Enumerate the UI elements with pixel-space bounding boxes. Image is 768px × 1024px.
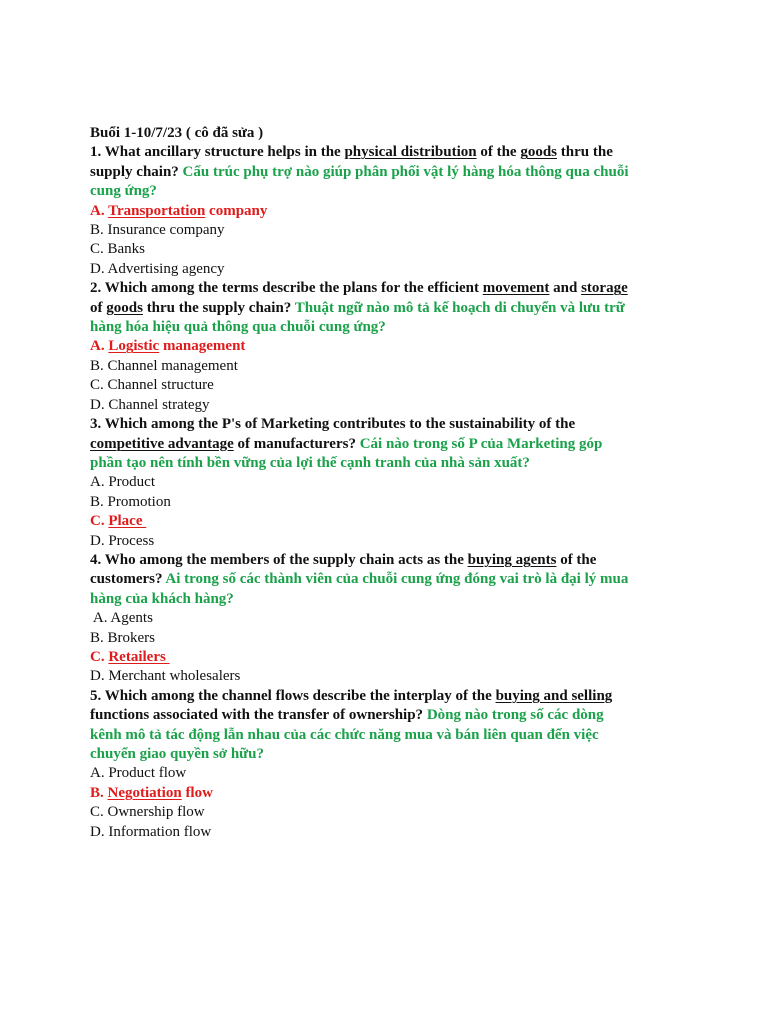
question-3-line-1: 3. Which among the P's of Marketing contributes to the sustainability of the: [90, 416, 576, 433]
vietnamese-translation: Thuật ngữ nào mô tả kế hoạch di chuyển và lưu trữ: [294, 299, 625, 316]
answer-option: B. Brokers: [90, 629, 155, 646]
underlined-term: goods: [520, 144, 558, 161]
underlined-term: competitive advantage: [90, 435, 234, 452]
answer-option: D. Process: [90, 532, 155, 549]
question-4-line-2: customers? Ai trong số các thành viên của chuỗi cung ứng đóng vai trò là đại lý mua: [90, 571, 629, 588]
answer-option: C. Ownership flow: [90, 804, 205, 821]
question-2-line-2: of goods thru the supply chain? Thuật ngữ nào mô tả kế hoạch di chuyển và lưu trữ: [90, 299, 625, 316]
vietnamese-translation: Dòng nào trong số các dòng: [426, 707, 604, 724]
vietnamese-translation: Cái nào trong số P của Marketing góp: [359, 435, 603, 452]
answer-option: C. Channel structure: [90, 377, 214, 394]
answer-option: D. Channel strategy: [90, 396, 210, 413]
question-1-line-1: 1. What ancillary structure helps in the physical distribution of the goods thru the: [90, 144, 613, 161]
underlined-term: goods: [106, 299, 143, 316]
vietnamese-translation: hàng hóa hiệu quả thông qua chuỗi cung ứng?: [90, 319, 386, 336]
question-5: [90, 687, 690, 842]
vietnamese-translation: Cấu trúc phụ trợ nào giúp phân phối vật lý hàng hóa thông qua chuỗi: [182, 163, 629, 180]
question-4: [90, 551, 690, 687]
underlined-term: physical distribution: [344, 144, 477, 161]
answer-option: D. Information flow: [90, 823, 212, 840]
question-2-line-1: 2. Which among the terms describe the plans for the efficient movement and storage: [90, 280, 628, 297]
underlined-term: buying and selling: [495, 687, 613, 704]
vietnamese-translation: Ai trong số các thành viên của chuỗi cung ứng đóng vai trò là đại lý mua: [165, 571, 629, 588]
underlined-term: movement: [482, 280, 550, 297]
correct-answer: B. Negotiation flow: [90, 784, 213, 801]
question-1: [90, 143, 690, 279]
question-3-line-2: competitive advantage of manufacturers? Cái nào trong số P của Marketing góp: [90, 435, 603, 452]
answer-option: A. Product flow: [90, 765, 187, 782]
question-1-line-2: supply chain? Cấu trúc phụ trợ nào giúp phân phối vật lý hàng hóa thông qua chuỗi: [90, 163, 629, 180]
question-2: [90, 279, 690, 415]
answer-option: A. Product: [90, 474, 155, 491]
answer-option: B. Channel management: [90, 357, 238, 374]
document-header: Buổi 1-10/7/23 ( cô đã sửa ): [90, 125, 264, 141]
answer-option: A. Agents: [90, 610, 153, 627]
underlined-term: storage: [581, 280, 628, 297]
vietnamese-translation: chuyển giao quyền sở hữu?: [90, 746, 265, 762]
correct-answer: A. Logistic management: [90, 338, 246, 355]
vietnamese-translation: hàng của khách hàng?: [90, 590, 234, 607]
answer-option: B. Promotion: [90, 493, 171, 510]
answer-option: D. Advertising agency: [90, 260, 225, 277]
underlined-term: buying agents: [467, 551, 557, 568]
correct-answer: C. Place: [90, 513, 147, 530]
vietnamese-translation: phần tạo nên tính bền vững của lợi thế cạnh tranh của nhà sản xuất?: [90, 454, 530, 471]
question-4-line-1: 4. Who among the members of the supply chain acts as the buying agents of the: [90, 551, 597, 568]
vietnamese-translation: cung ứng?: [90, 183, 157, 200]
vietnamese-translation: kênh mô tả tác động lẫn nhau của các chức năng mua và bán liên quan đến việc: [90, 726, 599, 743]
document-page: [90, 124, 690, 842]
answer-option: B. Insurance company: [90, 222, 225, 239]
question-5-line-1: 5. Which among the channel flows describe the interplay of the buying and selling: [90, 687, 613, 704]
question-5-line-2: functions associated with the transfer of ownership? Dòng nào trong số các dòng: [90, 707, 604, 724]
correct-answer: C. Retailers: [90, 648, 170, 665]
answer-option: D. Merchant wholesalers: [90, 668, 241, 685]
answer-option: C. Banks: [90, 241, 146, 258]
correct-answer: A. Transportation company: [90, 202, 268, 219]
question-3: [90, 415, 690, 551]
